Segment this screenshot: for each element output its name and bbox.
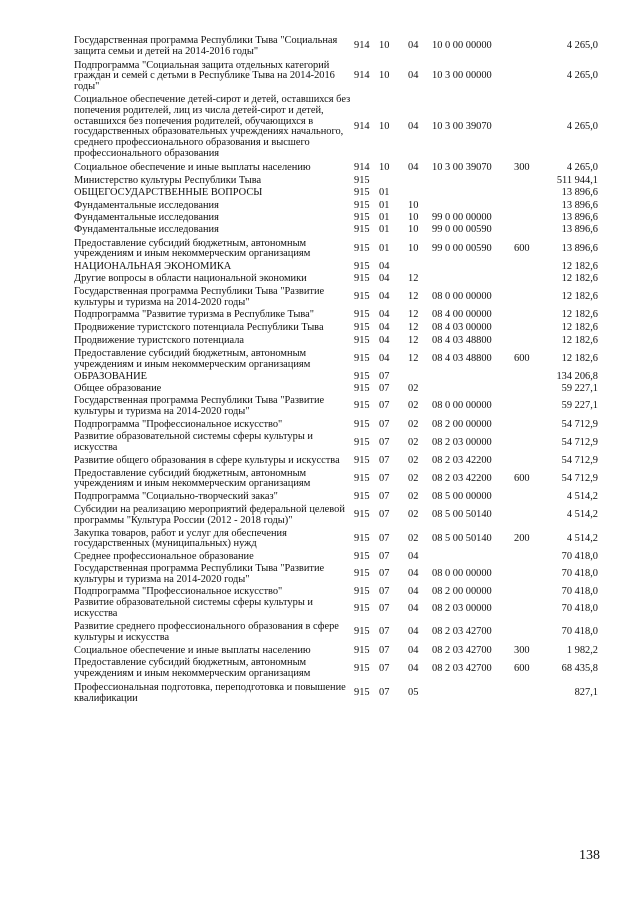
row-subsection-code: 12 xyxy=(408,272,419,284)
row-amount: 12 182,6 xyxy=(561,291,598,303)
table-row xyxy=(74,418,598,431)
table-row xyxy=(74,503,598,527)
row-grbs-code: 915 xyxy=(354,223,370,235)
row-subsection-code: 02 xyxy=(408,473,419,485)
row-name: Социальное обеспечение и иные выплаты населению xyxy=(74,644,311,656)
row-grbs-code: 915 xyxy=(354,400,370,412)
row-amount: 54 712,9 xyxy=(561,473,598,485)
table-row xyxy=(74,395,598,418)
row-section-code: 07 xyxy=(379,383,390,395)
row-target-article-code: 10 3 00 00000 xyxy=(432,70,492,82)
table-row xyxy=(74,224,598,236)
table-row xyxy=(74,160,598,174)
row-subsection-code: 12 xyxy=(408,334,419,346)
row-amount: 827,1 xyxy=(574,687,598,699)
row-expense-type-code xyxy=(514,58,544,93)
row-expense-type-code xyxy=(514,550,544,563)
row-subsection-code: 04 xyxy=(408,662,419,674)
row-name: Закупка товаров, работ и услуг для обеспечения государственных (муниципальных) нужд xyxy=(74,527,287,550)
row-grbs-code: 915 xyxy=(354,272,370,284)
row-name: ОБЩЕГОСУДАРСТВЕННЫЕ ВОПРОСЫ xyxy=(74,187,263,199)
row-subsection-code: 04 xyxy=(408,40,419,52)
row-amount: 12 182,6 xyxy=(561,334,598,346)
row-name: Подпрограмма "Социальная защита отдельных категорий граждан и семей с детьми в Республике Тыва на 2014-2016 годы" xyxy=(74,59,335,93)
row-section-code: 07 xyxy=(379,551,390,563)
row-amount: 4 265,0 xyxy=(566,70,598,82)
row-grbs-code: 915 xyxy=(354,454,370,466)
row-name: Предоставление субсидий бюджетным, автономным учреждениям и иным некоммерческим организациям xyxy=(74,347,311,370)
row-amount: 54 712,9 xyxy=(561,436,598,448)
row-grbs-code: 915 xyxy=(354,585,370,597)
row-amount: 4 514,2 xyxy=(566,509,598,521)
row-section-code: 07 xyxy=(379,662,390,674)
row-grbs-code: 915 xyxy=(354,473,370,485)
row-expense-type-code xyxy=(514,334,544,347)
budget-table xyxy=(74,36,598,705)
row-target-article-code xyxy=(432,273,514,285)
row-name: Развитие общего образования в сфере культуры и искусства xyxy=(74,454,340,466)
row-target-article-code: 08 0 00 00000 xyxy=(432,568,492,580)
row-section-code: 01 xyxy=(379,187,390,199)
table-row xyxy=(74,586,598,598)
row-section-code xyxy=(379,174,408,187)
row-section-code: 07 xyxy=(379,687,390,699)
row-target-article-code: 08 2 03 00000 xyxy=(432,602,492,614)
row-target-article-code xyxy=(432,550,514,563)
row-target-article-code xyxy=(432,186,514,199)
row-section-code: 04 xyxy=(379,322,390,334)
row-grbs-code: 915 xyxy=(354,371,370,383)
row-expense-type-code: 600 xyxy=(514,473,530,485)
row-grbs-code: 915 xyxy=(354,662,370,674)
row-name: Развитие образовательной системы сферы культуры и искусства xyxy=(74,431,313,454)
table-row xyxy=(74,273,598,285)
row-amount: 70 418,0 xyxy=(561,626,598,638)
row-expense-type-code xyxy=(514,308,544,321)
row-section-code: 07 xyxy=(379,473,390,485)
row-target-article-code xyxy=(432,199,514,212)
row-subsection-code: 02 xyxy=(408,400,419,412)
row-subsection-code xyxy=(408,174,432,187)
row-section-code: 07 xyxy=(379,568,390,580)
row-subsection-code: 04 xyxy=(408,626,419,638)
row-name: Развитие образовательной системы сферы культуры и искусства xyxy=(74,597,313,620)
row-expense-type-code xyxy=(514,563,544,586)
row-name: Продвижение туристского потенциала xyxy=(74,334,245,346)
row-section-code: 07 xyxy=(379,585,390,597)
row-subsection-code: 04 xyxy=(408,120,419,132)
row-expense-type-code xyxy=(514,93,544,160)
budget-table-body xyxy=(74,36,598,705)
row-expense-type-code xyxy=(514,620,544,644)
row-grbs-code: 915 xyxy=(354,174,370,186)
table-row xyxy=(74,644,598,657)
row-grbs-code: 915 xyxy=(354,551,370,563)
row-subsection-code: 02 xyxy=(408,454,419,466)
table-row xyxy=(74,334,598,347)
row-grbs-code: 915 xyxy=(354,418,370,430)
row-expense-type-code xyxy=(514,383,544,395)
row-grbs-code: 915 xyxy=(354,626,370,638)
row-subsection-code: 10 xyxy=(408,242,419,254)
table-row xyxy=(74,236,598,261)
row-name: Социальное обеспечение и иные выплаты населению xyxy=(74,161,311,173)
row-expense-type-code: 200 xyxy=(514,533,530,545)
table-row xyxy=(74,174,598,187)
row-subsection-code: 10 xyxy=(408,223,419,235)
row-amount: 1 982,2 xyxy=(566,644,598,656)
table-row xyxy=(74,212,598,224)
row-amount: 12 182,6 xyxy=(561,272,598,284)
row-amount: 54 712,9 xyxy=(561,454,598,466)
row-expense-type-code xyxy=(514,199,544,212)
row-section-code: 10 xyxy=(379,161,390,173)
row-target-article-code: 10 3 00 39070 xyxy=(432,161,492,173)
table-row xyxy=(74,321,598,334)
table-row xyxy=(74,93,598,160)
page-number: 138 xyxy=(579,848,600,863)
row-subsection-code xyxy=(408,370,432,383)
row-name: Подпрограмма "Развитие туризма в Республике Тыва" xyxy=(74,309,314,321)
row-name: Подпрограмма "Профессиональное искусство" xyxy=(74,585,283,597)
row-name: Предоставление субсидий бюджетным, автономным учреждениям и иным некоммерческим организациям xyxy=(74,237,311,260)
row-subsection-code: 02 xyxy=(408,509,419,521)
row-section-code: 04 xyxy=(379,334,390,346)
table-row xyxy=(74,467,598,491)
row-target-article-code: 08 4 03 00000 xyxy=(432,322,492,334)
row-amount: 13 896,6 xyxy=(561,211,598,223)
row-target-article-code: 08 0 00 00000 xyxy=(432,291,492,303)
row-target-article-code: 08 5 00 50140 xyxy=(432,509,492,521)
row-section-code: 01 xyxy=(379,200,390,212)
row-target-article-code xyxy=(432,174,514,187)
row-amount: 12 182,6 xyxy=(561,353,598,365)
row-name: Среднее профессиональное образование xyxy=(74,551,254,563)
row-section-code: 10 xyxy=(379,40,390,52)
row-amount: 68 435,8 xyxy=(561,662,598,674)
row-target-article-code: 99 0 00 00590 xyxy=(432,223,492,235)
row-name: Развитие среднего профессионального образования в сфере культуры и искусства xyxy=(74,621,339,643)
row-amount: 4 514,2 xyxy=(566,533,598,545)
table-row xyxy=(74,58,598,93)
row-subsection-code: 02 xyxy=(408,436,419,448)
row-section-code: 07 xyxy=(379,644,390,656)
row-expense-type-code xyxy=(514,174,544,187)
row-name: Другие вопросы в области национальной экономики xyxy=(74,272,307,284)
row-target-article-code: 08 2 03 42700 xyxy=(432,644,492,656)
row-grbs-code: 914 xyxy=(354,161,370,173)
row-expense-type-code: 600 xyxy=(514,353,530,365)
row-name: Предоставление субсидий бюджетным, автономным учреждениям и иным некоммерческим организациям xyxy=(74,657,311,680)
row-expense-type-code xyxy=(514,503,544,527)
table-row xyxy=(74,527,598,551)
row-amount: 4 514,2 xyxy=(566,491,598,503)
row-expense-type-code xyxy=(514,212,544,224)
row-amount: 54 712,9 xyxy=(561,418,598,430)
row-expense-type-code: 600 xyxy=(514,662,530,674)
table-row xyxy=(74,550,598,563)
row-grbs-code: 915 xyxy=(354,211,370,223)
row-subsection-code: 04 xyxy=(408,568,419,580)
row-section-code: 07 xyxy=(379,371,390,383)
row-subsection-code: 02 xyxy=(408,491,419,503)
row-amount: 59 227,1 xyxy=(561,383,598,395)
row-expense-type-code xyxy=(514,36,544,58)
row-target-article-code: 10 3 00 39070 xyxy=(432,120,492,132)
row-subsection-code: 02 xyxy=(408,533,419,545)
row-name: НАЦИОНАЛЬНАЯ ЭКОНОМИКА xyxy=(74,261,232,273)
row-amount: 12 182,6 xyxy=(561,261,598,273)
row-expense-type-code xyxy=(514,273,544,285)
row-grbs-code: 915 xyxy=(354,491,370,503)
row-expense-type-code: 300 xyxy=(514,644,530,656)
row-subsection-code: 04 xyxy=(408,551,419,563)
row-subsection-code: 12 xyxy=(408,322,419,334)
row-target-article-code: 08 2 03 42200 xyxy=(432,454,492,466)
row-amount: 13 896,6 xyxy=(561,187,598,199)
row-expense-type-code xyxy=(514,370,544,383)
table-row xyxy=(74,186,598,199)
row-name: Предоставление субсидий бюджетным, автономным учреждениям и иным некоммерческим организациям xyxy=(74,467,311,490)
table-row xyxy=(74,430,598,454)
table-row xyxy=(74,490,598,503)
row-expense-type-code xyxy=(514,586,544,598)
row-section-code: 07 xyxy=(379,533,390,545)
row-target-article-code: 08 2 03 42700 xyxy=(432,626,492,638)
row-name: Подпрограмма "Социально-творческий заказ" xyxy=(74,491,278,503)
row-section-code: 10 xyxy=(379,120,390,132)
row-amount: 12 182,6 xyxy=(561,309,598,321)
row-target-article-code: 10 0 00 00000 xyxy=(432,40,492,52)
row-amount: 13 896,6 xyxy=(561,242,598,254)
row-target-article-code: 08 4 03 48800 xyxy=(432,353,492,365)
row-target-article-code xyxy=(432,383,514,395)
row-name: Государственная программа Республики Тыва "Социальная защита семьи и детей на 2014-2016 годы" xyxy=(74,35,338,57)
row-section-code: 04 xyxy=(379,309,390,321)
row-grbs-code: 915 xyxy=(354,353,370,365)
table-row xyxy=(74,656,598,680)
table-row xyxy=(74,680,598,705)
table-row xyxy=(74,620,598,644)
table-row xyxy=(74,454,598,467)
row-subsection-code: 12 xyxy=(408,291,419,303)
row-section-code: 01 xyxy=(379,242,390,254)
row-section-code: 07 xyxy=(379,454,390,466)
table-row xyxy=(74,383,598,395)
row-expense-type-code: 300 xyxy=(514,161,530,173)
row-target-article-code: 08 5 00 50140 xyxy=(432,533,492,545)
row-subsection-code: 02 xyxy=(408,383,419,395)
row-section-code: 07 xyxy=(379,602,390,614)
row-grbs-code: 915 xyxy=(354,200,370,212)
row-grbs-code: 915 xyxy=(354,436,370,448)
row-expense-type-code xyxy=(514,285,544,309)
row-expense-type-code xyxy=(514,597,544,620)
row-name: Субсидии на реализацию мероприятий федеральной целевой программы "Культура России (2012 - 2018 годы)" xyxy=(74,504,345,526)
row-subsection-code: 12 xyxy=(408,353,419,365)
row-amount: 12 182,6 xyxy=(561,322,598,334)
row-section-code: 07 xyxy=(379,626,390,638)
row-name: Фундаментальные исследования xyxy=(74,223,219,235)
row-expense-type-code xyxy=(514,224,544,236)
row-amount: 70 418,0 xyxy=(561,551,598,563)
row-amount: 70 418,0 xyxy=(561,568,598,580)
row-expense-type-code xyxy=(514,395,544,418)
row-subsection-code: 02 xyxy=(408,418,419,430)
row-section-code: 07 xyxy=(379,418,390,430)
row-subsection-code: 04 xyxy=(408,161,419,173)
row-grbs-code: 914 xyxy=(354,120,370,132)
row-section-code: 07 xyxy=(379,509,390,521)
row-section-code: 01 xyxy=(379,211,390,223)
row-name: Министерство культуры Республики Тыва xyxy=(74,174,262,186)
row-subsection-code: 04 xyxy=(408,70,419,82)
row-section-code: 04 xyxy=(379,272,390,284)
row-subsection-code: 05 xyxy=(408,687,419,699)
row-grbs-code: 915 xyxy=(354,533,370,545)
row-section-code: 10 xyxy=(379,70,390,82)
row-expense-type-code xyxy=(514,680,544,705)
row-target-article-code: 99 0 00 00000 xyxy=(432,211,492,223)
row-name: Подпрограмма "Профессиональное искусство" xyxy=(74,418,283,430)
row-section-code: 07 xyxy=(379,436,390,448)
row-target-article-code: 99 0 00 00590 xyxy=(432,242,492,254)
row-amount: 13 896,6 xyxy=(561,223,598,235)
table-row xyxy=(74,597,598,620)
row-name: Государственная программа Республики Тыва "Развитие культуры и туризма на 2014-2020 годы" xyxy=(74,563,325,585)
row-grbs-code: 914 xyxy=(354,70,370,82)
row-expense-type-code xyxy=(514,430,544,454)
row-grbs-code: 915 xyxy=(354,187,370,199)
row-grbs-code: 915 xyxy=(354,261,370,273)
row-amount: 13 896,6 xyxy=(561,200,598,212)
row-expense-type-code xyxy=(514,454,544,467)
row-amount: 70 418,0 xyxy=(561,585,598,597)
row-subsection-code: 04 xyxy=(408,585,419,597)
row-expense-type-code xyxy=(514,418,544,431)
row-name: Фундаментальные исследования xyxy=(74,211,219,223)
row-grbs-code: 915 xyxy=(354,309,370,321)
row-subsection-code xyxy=(408,186,432,199)
row-amount: 59 227,1 xyxy=(561,400,598,412)
row-name: Государственная программа Республики Тыва "Развитие культуры и туризма на 2014-2020 годы" xyxy=(74,285,325,308)
row-expense-type-code xyxy=(514,260,544,273)
row-target-article-code: 08 4 00 00000 xyxy=(432,309,492,321)
table-row xyxy=(74,308,598,321)
row-section-code: 01 xyxy=(379,223,390,235)
row-target-article-code: 08 2 03 42200 xyxy=(432,473,492,485)
row-name: Профессиональная подготовка, переподготовка и повышение квалификации xyxy=(74,682,346,704)
row-subsection-code: 12 xyxy=(408,309,419,321)
row-amount: 4 265,0 xyxy=(566,120,598,132)
row-target-article-code: 08 2 03 42700 xyxy=(432,662,492,674)
row-grbs-code: 915 xyxy=(354,644,370,656)
row-section-code: 04 xyxy=(379,261,390,273)
row-target-article-code: 08 2 00 00000 xyxy=(432,418,492,430)
row-target-article-code: 08 2 00 00000 xyxy=(432,585,492,597)
row-name: Фундаментальные исследования xyxy=(74,200,219,212)
row-expense-type-code: 600 xyxy=(514,242,530,254)
table-row xyxy=(74,36,598,58)
row-subsection-code: 10 xyxy=(408,211,419,223)
row-grbs-code: 915 xyxy=(354,687,370,699)
table-row xyxy=(74,370,598,383)
row-subsection-code: 04 xyxy=(408,644,419,656)
row-grbs-code: 915 xyxy=(354,291,370,303)
row-subsection-code: 04 xyxy=(408,602,419,614)
row-target-article-code: 08 2 03 00000 xyxy=(432,436,492,448)
row-subsection-code xyxy=(408,260,432,273)
row-grbs-code: 915 xyxy=(354,242,370,254)
row-section-code: 04 xyxy=(379,291,390,303)
table-row xyxy=(74,199,598,212)
row-name: Социальное обеспечение детей-сирот и детей, оставшихся без попечения родителей, лиц из числа детей-сирот и детей, оставшихся без попечения родителей, обучающихся в государственных образовательных учреждениях начального, среднего профессионального образования и высшего профессионального образования xyxy=(74,93,351,159)
table-row xyxy=(74,347,598,371)
row-grbs-code: 915 xyxy=(354,334,370,346)
row-amount: 134 206,8 xyxy=(556,371,598,383)
row-section-code: 07 xyxy=(379,491,390,503)
row-subsection-code: 10 xyxy=(408,200,419,212)
row-section-code: 04 xyxy=(379,353,390,365)
row-target-article-code xyxy=(432,370,514,383)
row-target-article-code xyxy=(432,260,514,273)
row-name: Продвижение туристского потенциала Республики Тыва xyxy=(74,322,324,334)
row-target-article-code xyxy=(432,680,514,705)
row-target-article-code: 08 4 03 48800 xyxy=(432,334,492,346)
row-expense-type-code xyxy=(514,490,544,503)
row-target-article-code: 08 5 00 00000 xyxy=(432,491,492,503)
row-grbs-code: 915 xyxy=(354,602,370,614)
row-expense-type-code xyxy=(514,186,544,199)
table-row xyxy=(74,563,598,586)
row-name: Общее образование xyxy=(74,383,162,395)
row-amount: 4 265,0 xyxy=(566,40,598,52)
row-grbs-code: 915 xyxy=(354,322,370,334)
row-grbs-code: 915 xyxy=(354,568,370,580)
row-grbs-code: 914 xyxy=(354,40,370,52)
row-section-code: 07 xyxy=(379,400,390,412)
row-grbs-code: 915 xyxy=(354,509,370,521)
row-amount: 511 944,1 xyxy=(556,174,598,186)
table-row xyxy=(74,260,598,273)
row-amount: 4 265,0 xyxy=(566,161,598,173)
row-name: ОБРАЗОВАНИЕ xyxy=(74,371,148,383)
table-row xyxy=(74,285,598,309)
row-grbs-code: 915 xyxy=(354,383,370,395)
row-expense-type-code xyxy=(514,321,544,334)
row-name: Государственная программа Республики Тыва "Развитие культуры и туризма на 2014-2020 годы" xyxy=(74,394,325,417)
row-amount: 70 418,0 xyxy=(561,602,598,614)
row-target-article-code: 08 0 00 00000 xyxy=(432,400,492,412)
